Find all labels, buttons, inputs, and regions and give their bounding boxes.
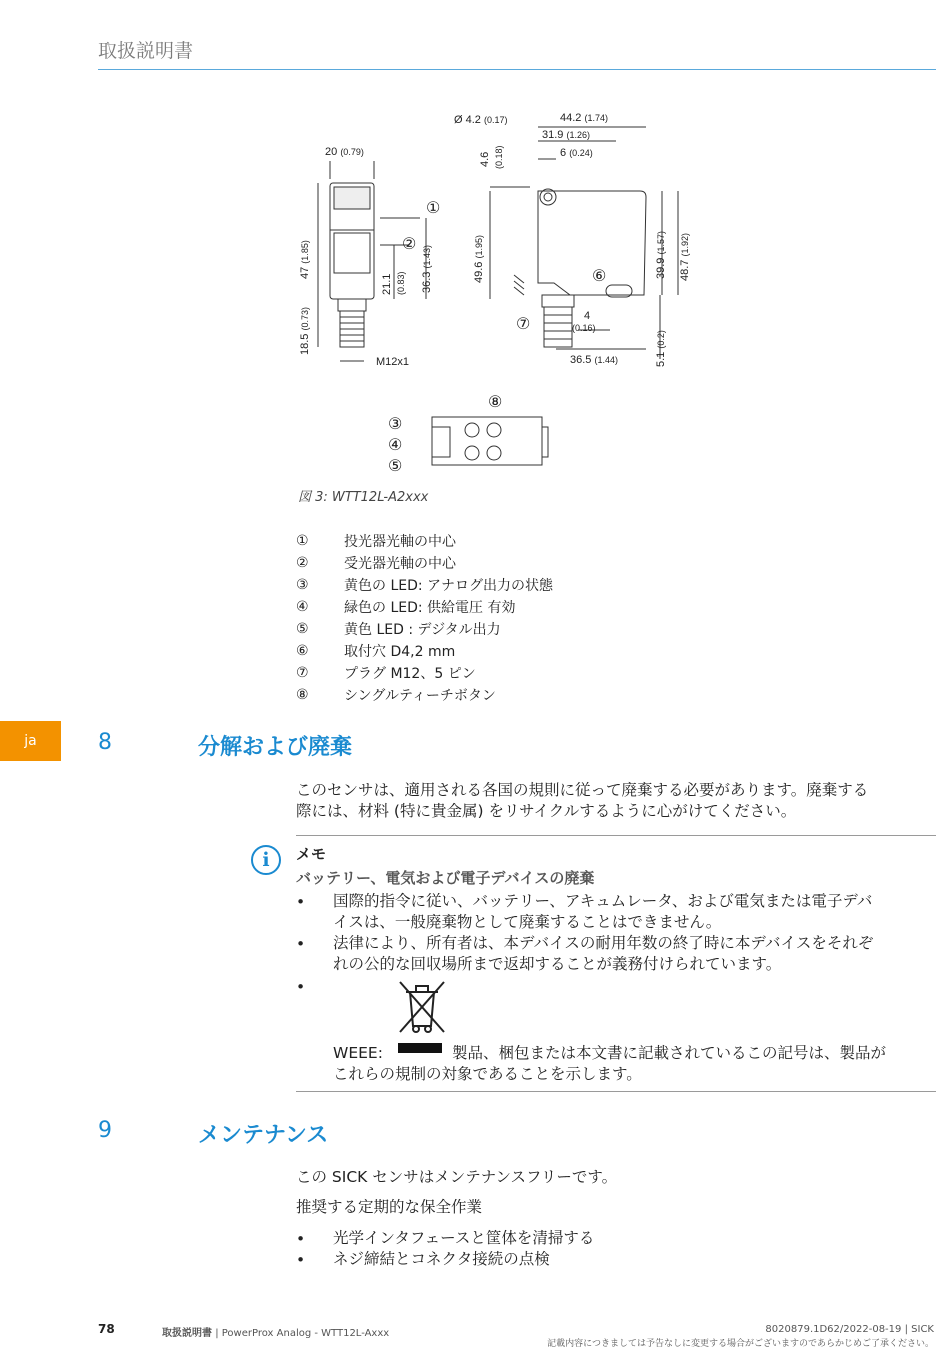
note-bottom-rule [296,1091,936,1092]
legend-item: ⑥ 取付穴 D4,2 mm [296,643,456,660]
dim-44-2-in: (1.74) [584,113,608,123]
header-rule [98,69,936,70]
info-icon: i [251,845,281,875]
legend-item: ④ 緑色の LED: 供給電圧 有効 [296,599,516,616]
footer-doc-rest: PowerProx Analog - WTT12L-Axxx [221,1328,390,1339]
page-number: 78 [98,1322,115,1336]
dim-36-5-in: (1.44) [594,355,618,365]
dim-4: 4 [584,310,591,322]
dim-21-1: 21.1 [381,273,393,295]
dim-4-6: 4.6 [479,151,491,167]
footer-doc-title [162,1324,389,1339]
running-header: 取扱説明書 [98,40,194,62]
thread-label: M12x1 [376,356,410,368]
note-bullet-2-line2: れの公的な回収場所まで返却することが義務付けられています。 [333,955,782,973]
marker-2: ② [402,236,417,253]
maintenance-item-2: ネジ締結とコネクタ接続の点検 [333,1250,550,1268]
legend-item: ⑤ 黄色 LED : デジタル出力 [296,621,501,638]
dim-49-6: 49.6 [473,261,485,283]
weee-bin-icon [396,978,448,1046]
dim-31-9-in: (1.26) [566,130,590,140]
section-8-para-line1: このセンサは、適用される各国の規則に従って廃棄する必要があります。廃棄する [296,781,869,799]
svg-text:49.6 (1.95) [473,235,485,283]
footer-doc-bold: 取扱説明書 [162,1328,212,1339]
language-tab-label: ja [24,733,37,749]
section-9-para1: この SICK センサはメンテナンスフリーです。 [296,1168,618,1186]
svg-text:18.5 (0.73) [299,307,311,355]
dim-20: 20 [325,146,338,158]
note-bullet-1-line1: 国際的指令に従い、バッテリー、アキュムレータ、および電気または電子デバ [333,892,873,910]
note-top-rule [296,835,936,836]
weee-label: WEEE: [333,1044,383,1062]
svg-text:48.7 (1.92) [679,233,691,281]
dim-31-9: 31.9 [542,129,564,141]
weee-black-bar [398,1043,442,1053]
marker-7: ⑦ [516,316,531,333]
dim-48-7-in: (1.92) [680,233,690,257]
marker-4: ④ [388,437,403,454]
dim-21-1-in: (0.83) [396,271,406,295]
svg-text:6 (0.24) [560,147,593,159]
side-view-connector [544,307,572,347]
svg-text:44.2 (1.74) [560,112,608,124]
dim-39-9: 39.9 [655,257,667,279]
dim-4-6-in: (0.18) [494,145,504,169]
weee-text-line2: これらの規制の対象であることを示します。 [333,1065,642,1083]
section-9-number: 9 [98,1118,112,1143]
footer-separator: | [904,1324,908,1335]
svg-text:36.3 (1.43) [421,245,433,293]
legend-item: ② 受光器光軸の中心 [296,555,456,572]
note-bullet-2-line1: 法律により、所有者は、本デバイスの耐用年数の終了時に本デバイスをそれぞ [333,934,874,952]
footer-docnum: 8020879.1D62/2022-08-19 [765,1324,902,1335]
marker-8: ⑧ [488,394,503,411]
dim-dia: Ø 4.2 [454,114,481,126]
dim-36-3: 36.3 [421,271,433,293]
section-9-para2: 推奨する定期的な保全作業 [296,1198,483,1216]
marker-6: ⑥ [592,268,607,285]
dim-dia-in: (0.17) [483,115,508,125]
dim-36-5: 36.5 [570,354,592,366]
marker-3: ③ [388,416,403,433]
svg-text:20 (0.79) [325,146,364,158]
footer-disclaimer: 記載内容につきましては予告なしに変更する場合がございますのであらかじめご了承ください。 [547,1339,934,1349]
dim-18-5-in: (0.73) [300,307,310,331]
figure-legend [296,530,553,706]
section-9-title: メンテナンス [198,1123,329,1148]
dim-18-5: 18.5 [299,333,311,355]
dimension-drawing [280,105,700,485]
svg-text:36.5 (1.44) [570,354,618,366]
bullet-marker: • [296,935,306,953]
svg-text:39.9 (1.57) [655,231,667,279]
dim-47: 47 [299,266,311,279]
dim-4-in: (0.16) [572,323,596,333]
footer-separator: | [215,1328,219,1339]
bullet-marker: • [296,893,306,911]
dim-49-6-in: (1.95) [474,235,484,259]
footer-brand: SICK [911,1324,934,1335]
bullet-marker: • [296,978,306,996]
dim-36-3-in: (1.43) [422,245,432,269]
bullet-marker: • [296,1251,306,1269]
legend-item: ③ 黄色の LED: アナログ出力の状態 [296,577,554,594]
dim-44-2: 44.2 [560,112,582,124]
figure-caption: 図 3: WTT12L-A2xxx [298,490,429,505]
section-8-number: 8 [98,730,112,755]
bottom-view-housing [432,417,542,465]
svg-text:21.1 [381,274,393,295]
marker-1: ① [426,200,441,217]
section-8-title: 分解および廃棄 [198,735,353,760]
legend-item: ⑦ プラグ M12、5 ピン [296,665,476,682]
svg-text:31.9 (1.26) [542,129,590,141]
svg-text:47 (1.85) [299,240,311,279]
language-tab [0,721,61,761]
section-8-para-line2: 際には、材料 (特に貴金属) をリサイクルするように心がけてください。 [296,802,797,820]
footer-docnum-line [765,1324,934,1335]
legend-item: ⑧ シングルティーチボタン [296,687,496,704]
dim-6-in: (0.24) [569,148,593,158]
dim-6: 6 [560,147,567,159]
note-bullet-1-line2: イスは、一般廃棄物として廃棄することはできません。 [333,913,722,931]
legend-item: ① 投光器光軸の中心 [296,533,456,550]
dim-20-in: (0.79) [340,147,364,157]
marker-5: ⑤ [388,458,403,475]
svg-text:Ø 4.2 (0.17) [454,114,507,126]
maintenance-item-1: 光学インタフェースと筐体を清掃する [333,1229,595,1247]
note-heading: メモ [296,845,327,863]
svg-text:5.1 (0.2) [655,330,667,367]
dim-5-1-in: (0.2) [656,330,666,349]
weee-text-line1: 製品、梱包または本文書に記載されているこの記号は、製品が [452,1044,887,1062]
dim-5-1: 5.1 [655,351,667,367]
dim-47-in: (1.85) [300,240,310,264]
dim-39-9-in: (1.57) [656,231,666,255]
dim-48-7: 48.7 [679,259,691,281]
note-subheading: バッテリー、電気および電子デバイスの廃棄 [296,869,595,887]
bullet-marker: • [296,1230,306,1248]
